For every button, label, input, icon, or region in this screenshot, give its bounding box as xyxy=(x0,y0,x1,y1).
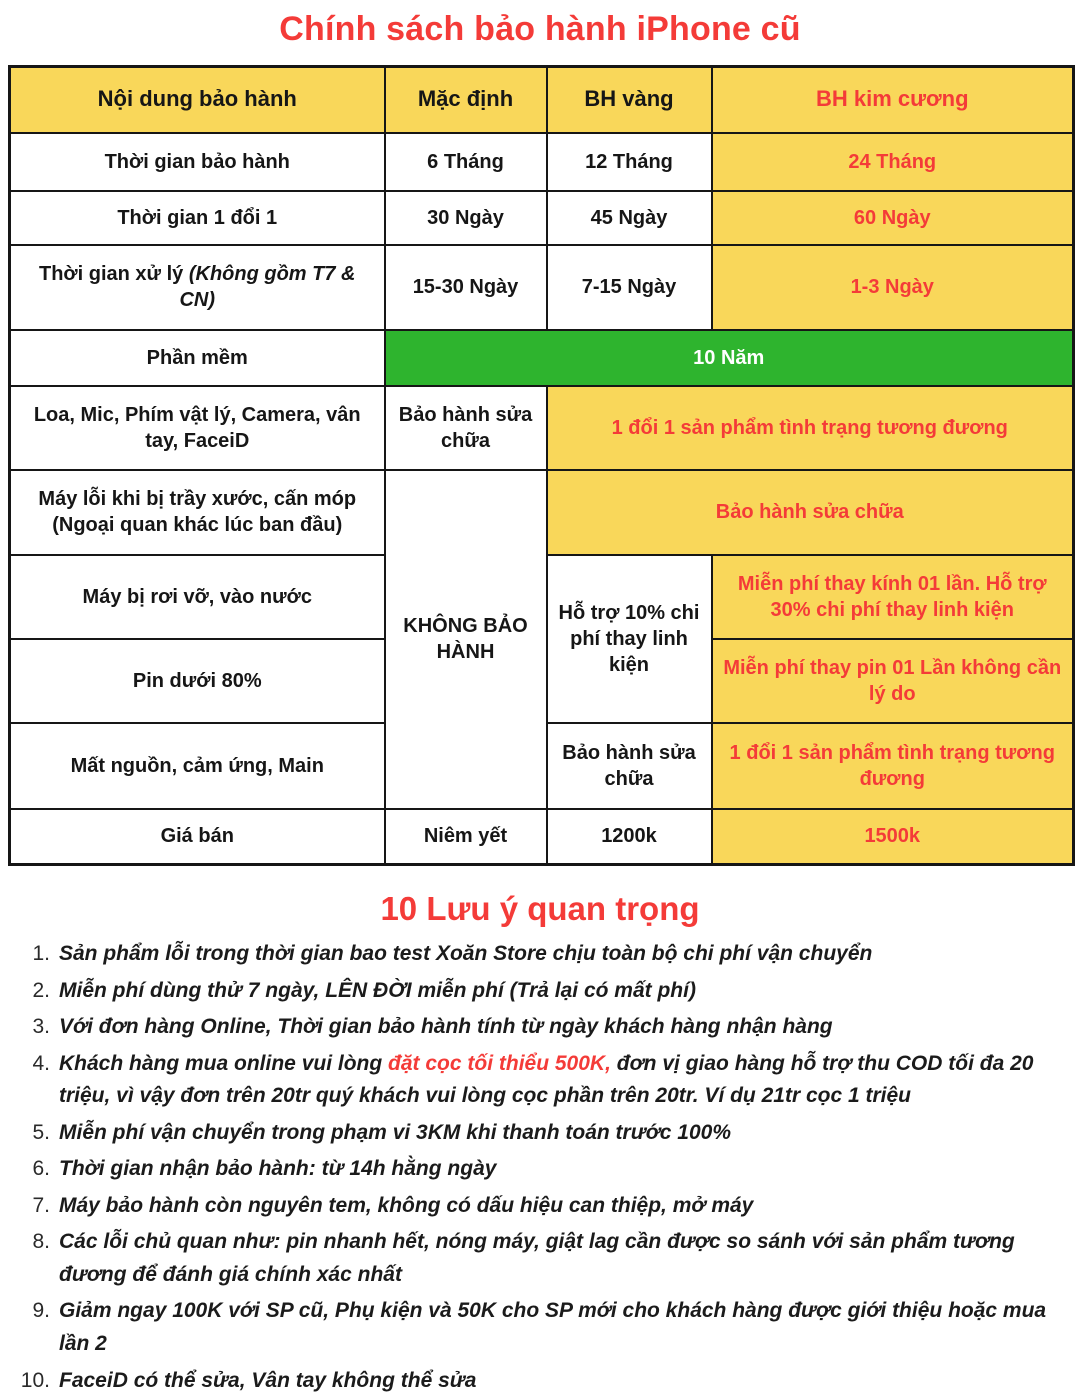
header-default: Mặc định xyxy=(385,67,547,133)
note-4-post: đơn vị giao hàng hỗ trợ thu COD tối đa 20 triệu, vì vậy đơn trên 20tr quý khách vui lòng cọc phần trên 20tr. Ví dụ 21tr cọc 1 triệu xyxy=(59,1051,1034,1108)
note-number: 7. xyxy=(32,1193,50,1217)
note-4-pre: Khách hàng mua online vui lòng xyxy=(59,1051,389,1075)
table-row-swap xyxy=(10,191,1074,245)
header-content: Nội dung bảo hành xyxy=(10,67,385,133)
note-number: 9. xyxy=(32,1299,50,1323)
table-row-hardware-basic xyxy=(10,386,1074,470)
warranty-time-label: Thời gian bảo hành xyxy=(10,133,385,191)
table-row-software xyxy=(10,330,1074,386)
note-4-deposit-highlight: đặt cọc tối thiểu 500K, xyxy=(388,1051,611,1075)
note-text: Thời gian nhận bảo hành: từ 14h hằng ngày xyxy=(59,1157,497,1181)
note-number: 1. xyxy=(32,942,50,965)
note-text xyxy=(59,1048,1058,1113)
note-text: Sản phẩm lỗi trong thời gian bao test Xoăn Store chịu toàn bộ chi phí vận chuyển xyxy=(59,942,873,965)
swap-diamond: 60 Ngày xyxy=(712,191,1074,245)
table-row-warranty-time xyxy=(10,133,1074,191)
swap-label: Thời gian 1 đổi 1 xyxy=(10,191,385,245)
notes-title: 10 Lưu ý quan trọng xyxy=(380,890,700,927)
price-gold: 1200k xyxy=(547,809,712,865)
note-item-5 xyxy=(14,1117,1058,1150)
note-item-2 xyxy=(14,975,1058,1008)
note-number: 6. xyxy=(32,1157,50,1181)
table-row-price xyxy=(10,809,1074,865)
note-item-9 xyxy=(14,1295,1058,1360)
swap-default: 30 Ngày xyxy=(385,191,547,245)
warranty-time-diamond: 24 Tháng xyxy=(712,133,1074,191)
note-number: 10. xyxy=(20,1368,50,1392)
cosmetic-gold-diamond: Bảo hành sửa chữa xyxy=(547,470,1074,555)
dropped-battery-gold: Hỗ trợ 10% chi phí thay linh kiện xyxy=(547,555,712,723)
hardware-basic-label: Loa, Mic, Phím vật lý, Camera, vân tay, FaceiD xyxy=(10,386,385,470)
note-text: Máy bảo hành còn nguyên tem, không có dấu hiệu can thiệp, mở máy xyxy=(59,1193,754,1217)
note-number: 2. xyxy=(32,978,50,1002)
no-warranty-cell: KHÔNG BẢO HÀNH xyxy=(385,470,547,809)
mainboard-label: Mất nguồn, cảm ứng, Main xyxy=(10,723,385,809)
warranty-time-gold: 12 Tháng xyxy=(547,133,712,191)
note-number: 8. xyxy=(32,1230,50,1254)
software-label: Phần mềm xyxy=(10,330,385,386)
note-item-4 xyxy=(14,1048,1058,1113)
price-default: Niêm yết xyxy=(385,809,547,865)
mainboard-diamond: 1 đổi 1 sản phẩm tình trạng tương đương xyxy=(712,723,1074,809)
processing-diamond: 1-3 Ngày xyxy=(712,245,1074,330)
note-text: Miễn phí dùng thử 7 ngày, LÊN ĐỜI miễn phí (Trả lại có mất phí) xyxy=(59,978,696,1002)
battery-diamond: Miễn phí thay pin 01 Lần không cần lý do xyxy=(712,639,1074,723)
cosmetic-label: Máy lỗi khi bị trầy xước, cấn móp (Ngoại quan khác lúc ban đầu) xyxy=(10,470,385,555)
warranty-time-default: 6 Tháng xyxy=(385,133,547,191)
note-text: Các lỗi chủ quan như: pin nhanh hết, nóng máy, giật lag cần được so sánh với sản phẩm tương đương để đánh giá chính xác nhất xyxy=(59,1230,1015,1286)
hardware-basic-default: Bảo hành sửa chữa xyxy=(385,386,547,470)
swap-gold: 45 Ngày xyxy=(547,191,712,245)
mainboard-gold: Bảo hành sửa chữa xyxy=(547,723,712,809)
note-number: 4. xyxy=(32,1051,50,1075)
note-text: Giảm ngay 100K với SP cũ, Phụ kiện và 50K cho SP mới cho khách hàng được giới thiệu hoặc mua lần 2 xyxy=(59,1299,1047,1356)
note-item-6 xyxy=(14,1153,1058,1186)
battery-label: Pin dưới 80% xyxy=(10,639,385,723)
table-header-row xyxy=(10,67,1074,133)
note-text: FaceiD có thể sửa, Vân tay không thể sửa xyxy=(59,1368,477,1392)
note-item-10 xyxy=(14,1365,1058,1397)
note-item-3 xyxy=(14,1011,1058,1044)
note-item-8 xyxy=(14,1226,1058,1291)
note-number: 5. xyxy=(32,1120,50,1144)
header-diamond: BH kim cương xyxy=(712,67,1074,133)
warranty-policy-table xyxy=(8,65,1075,866)
table-row-processing xyxy=(10,245,1074,330)
note-item-1 xyxy=(14,938,1058,971)
dropped-label: Máy bị rơi vỡ, vào nước xyxy=(10,555,385,639)
processing-label-note: (Không gồm T7 & CN) xyxy=(179,263,356,311)
processing-default: 15-30 Ngày xyxy=(385,245,547,330)
note-text: Miễn phí vận chuyển trong phạm vi 3KM khi thanh toán trước 100% xyxy=(59,1120,732,1144)
processing-label xyxy=(10,245,385,330)
page-title: Chính sách bảo hành iPhone cũ xyxy=(279,10,801,48)
dropped-diamond: Miễn phí thay kính 01 lần. Hỗ trợ 30% chi phí thay linh kiện xyxy=(712,555,1074,639)
note-number: 3. xyxy=(32,1015,50,1039)
header-gold: BH vàng xyxy=(547,67,712,133)
note-item-7 xyxy=(14,1190,1058,1223)
software-all-tiers: 10 Năm xyxy=(385,330,1074,386)
processing-label-main: Thời gian xử lý xyxy=(39,263,184,285)
hardware-basic-gold-diamond: 1 đổi 1 sản phẩm tình trạng tương đương xyxy=(547,386,1074,470)
note-text: Với đơn hàng Online, Thời gian bảo hành tính từ ngày khách hàng nhận hàng xyxy=(59,1015,833,1039)
processing-gold: 7-15 Ngày xyxy=(547,245,712,330)
price-diamond: 1500k xyxy=(712,809,1074,865)
price-label: Giá bán xyxy=(10,809,385,865)
notes-list xyxy=(0,938,1080,1397)
table-row-cosmetic xyxy=(10,470,1074,555)
